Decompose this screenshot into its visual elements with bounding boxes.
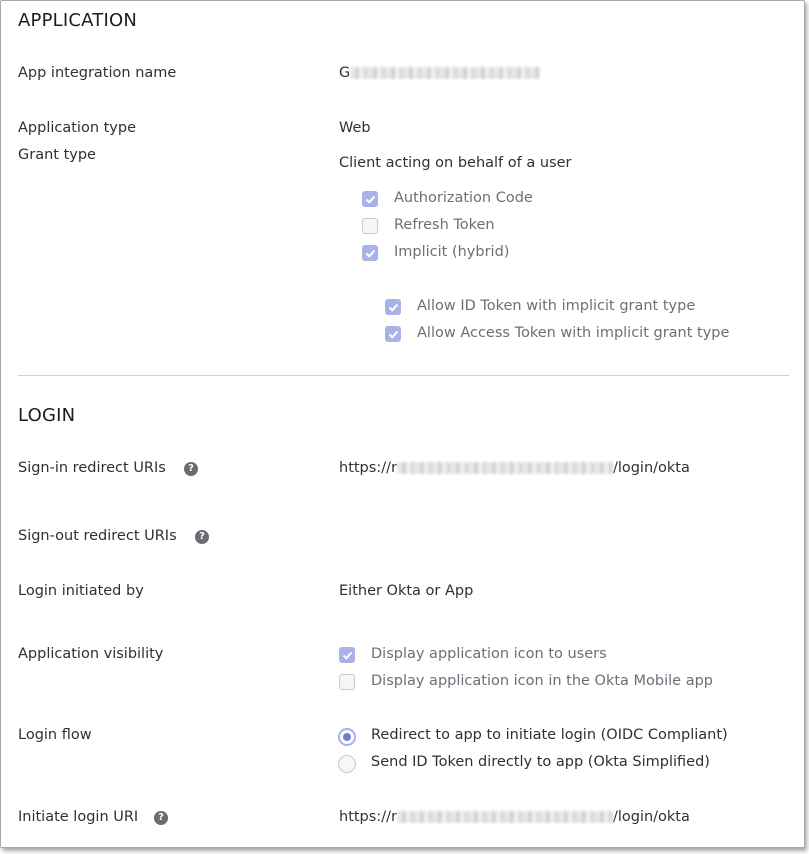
redacted-text xyxy=(397,462,613,474)
refresh-token-label: Refresh Token xyxy=(394,217,495,233)
grant-type-label: Grant type xyxy=(18,147,96,163)
redirect-to-app-label: Redirect to app to initiate login (OIDC Compliant) xyxy=(371,727,728,743)
allow-id-token-label: Allow ID Token with implicit grant type xyxy=(417,298,696,314)
send-id-token-label: Send ID Token directly to app (Okta Simplified) xyxy=(371,754,710,770)
send-id-token-radio[interactable] xyxy=(338,755,356,773)
signout-redirect-label: Sign-out redirect URIs xyxy=(18,528,177,544)
initiate-uri-suffix: /login/okta xyxy=(612,809,690,825)
login-initiated-label: Login initiated by xyxy=(18,583,144,599)
app-visibility-label: Application visibility xyxy=(18,646,164,662)
app-name-prefix: G xyxy=(339,65,351,81)
display-icon-users-checkbox[interactable] xyxy=(339,647,355,663)
signin-uri-prefix: https://r xyxy=(339,460,397,476)
section-divider xyxy=(18,375,789,376)
check-icon xyxy=(365,194,376,205)
allow-access-token-checkbox[interactable] xyxy=(385,326,401,342)
login-flow-label: Login flow xyxy=(18,727,92,743)
help-icon[interactable]: ? xyxy=(184,462,198,476)
app-type-label: Application type xyxy=(18,120,137,136)
allow-id-token-checkbox[interactable] xyxy=(385,299,401,315)
redacted-text xyxy=(350,67,540,79)
authorization-code-label: Authorization Code xyxy=(394,190,533,206)
check-icon xyxy=(388,302,399,313)
redacted-text xyxy=(397,811,613,823)
refresh-token-checkbox[interactable] xyxy=(362,218,378,234)
implicit-hybrid-checkbox[interactable] xyxy=(362,245,378,261)
check-icon xyxy=(342,650,353,661)
login-section-title: LOGIN xyxy=(18,405,76,426)
grant-type-value: Client acting on behalf of a user xyxy=(339,155,572,171)
initiate-login-uri-label: Initiate login URI xyxy=(18,809,139,825)
help-icon[interactable]: ? xyxy=(154,811,168,825)
check-icon xyxy=(388,329,399,340)
login-initiated-value: Either Okta or App xyxy=(339,583,474,599)
initiate-login-uri-value xyxy=(339,809,690,825)
signin-redirect-value xyxy=(339,460,690,476)
signin-uri-suffix: /login/okta xyxy=(612,460,690,476)
help-icon[interactable]: ? xyxy=(195,530,209,544)
application-section-title: APPLICATION xyxy=(18,10,137,31)
initiate-uri-prefix: https://r xyxy=(339,809,397,825)
implicit-hybrid-label: Implicit (hybrid) xyxy=(394,244,510,260)
app-type-value: Web xyxy=(339,120,371,136)
redirect-to-app-radio[interactable] xyxy=(338,728,356,746)
app-name-value xyxy=(339,65,540,81)
app-name-label: App integration name xyxy=(18,65,177,81)
check-icon xyxy=(365,248,376,259)
display-icon-mobile-checkbox[interactable] xyxy=(339,674,355,690)
display-icon-users-label: Display application icon to users xyxy=(371,646,607,662)
allow-access-token-label: Allow Access Token with implicit grant type xyxy=(417,325,730,341)
display-icon-mobile-label: Display application icon in the Okta Mobile app xyxy=(371,673,714,689)
authorization-code-checkbox[interactable] xyxy=(362,191,378,207)
signin-redirect-label: Sign-in redirect URIs xyxy=(18,460,166,476)
